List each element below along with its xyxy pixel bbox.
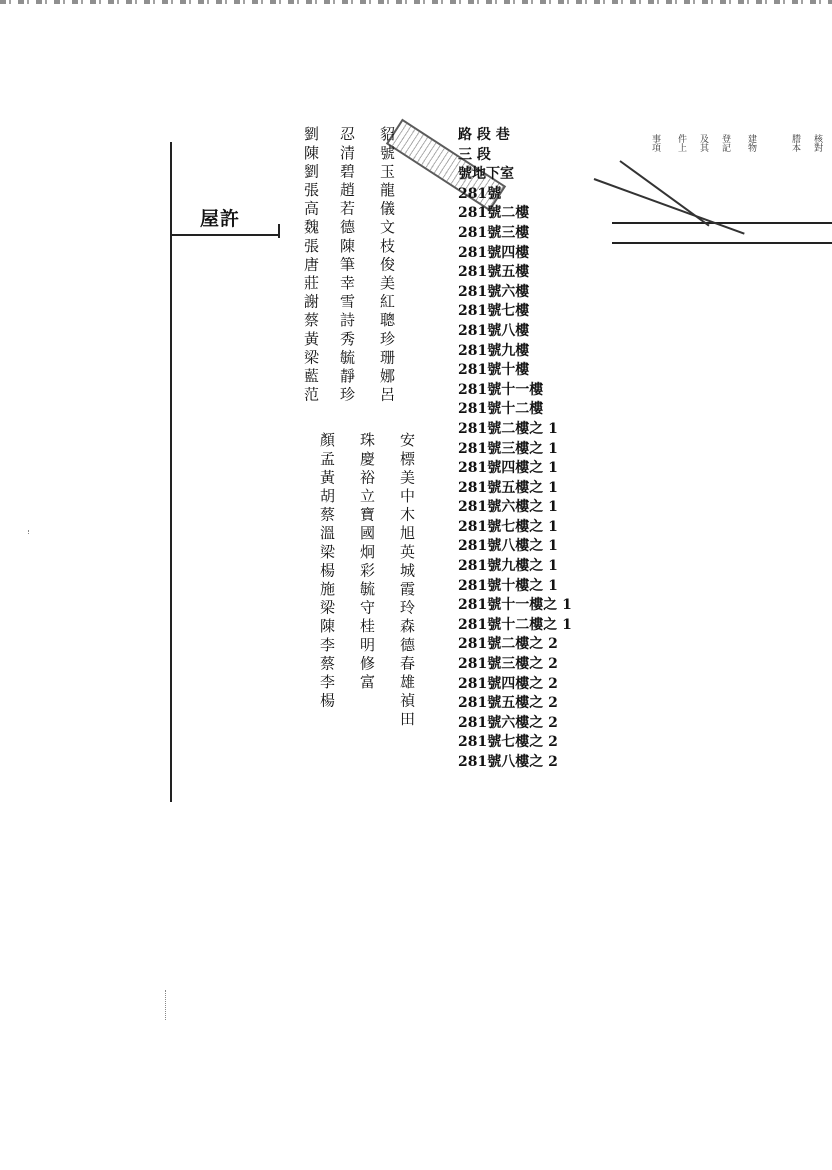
- address-list: [458, 126, 572, 773]
- address-row: 281號二樓之 1: [458, 420, 558, 437]
- address-row: 281號六樓之 2: [458, 714, 558, 731]
- stub-text: 登記: [720, 134, 730, 152]
- right-margin-stub: [640, 134, 830, 174]
- right-rule: [612, 242, 832, 244]
- owner-names-block: [302, 126, 432, 746]
- address-row: 281號七樓之 2: [458, 734, 558, 751]
- stub-text: 建物: [746, 134, 756, 152]
- stub-text: 謄本: [790, 134, 800, 152]
- address-row: 281號三樓之 2: [458, 656, 558, 673]
- address-row: 281號五樓之 2: [458, 695, 558, 712]
- stub-text: 事項: [650, 134, 660, 152]
- address-row: 281號十樓: [458, 362, 530, 379]
- address-row: 281號八樓: [458, 322, 530, 339]
- left-dot-mark: [28, 530, 29, 534]
- lower-dotted-rule: [165, 990, 166, 1020]
- address-row: 號地下室: [458, 166, 514, 183]
- stub-text: 核對: [812, 134, 822, 152]
- address-row: 281號五樓: [458, 264, 530, 281]
- address-row: 281號九樓之 1: [458, 558, 558, 575]
- address-row: 281號四樓之 1: [458, 460, 558, 477]
- margin-underline: [172, 234, 280, 236]
- address-row: 281號十樓之 1: [458, 577, 558, 594]
- address-row: 281號二樓: [458, 205, 530, 222]
- address-row: 281號五樓之 1: [458, 479, 558, 496]
- address-row: 281號十一樓之 1: [458, 597, 572, 614]
- address-row: 281號十二樓: [458, 401, 544, 418]
- margin-tick: [278, 224, 280, 238]
- address-row: 281號六樓之 1: [458, 499, 558, 516]
- address-row: 281號七樓之 1: [458, 518, 558, 535]
- name-column: 珠慶裕立寶國炯彩毓守桂明修富: [358, 432, 376, 693]
- margin-label: 屋許: [200, 208, 241, 230]
- address-row: 281號九樓: [458, 342, 530, 359]
- name-column: 貂號玉龍儀文枝俊美紅聰珍珊娜呂: [378, 126, 396, 405]
- address-row: 281號十二樓之 1: [458, 616, 572, 633]
- address-row: 三 段: [458, 146, 491, 163]
- stub-text: 及其: [698, 134, 708, 152]
- address-row: 281號四樓之 2: [458, 675, 558, 692]
- address-row: 281號: [458, 185, 502, 202]
- address-row: 281號六樓: [458, 283, 530, 300]
- address-row: 281號二樓之 2: [458, 636, 558, 653]
- address-row: 281號四樓: [458, 244, 530, 261]
- name-column: 顏孟黃胡蔡溫梁楊施梁陳李蔡李楊: [318, 432, 336, 711]
- stub-text: 件上: [676, 134, 686, 152]
- address-row: 281號三樓: [458, 224, 530, 241]
- name-column: 忍清碧趙若德陳筆幸雪詩秀毓靜珍: [338, 126, 356, 405]
- name-column: 安標美中木旭英城霞玲森德春雄禎田: [398, 432, 416, 730]
- address-row: 281號三樓之 1: [458, 440, 558, 457]
- address-row: 281號七樓: [458, 303, 530, 320]
- name-column: 劉陳劉張高魏張唐莊謝蔡黃梁藍范: [302, 126, 320, 405]
- address-row: 路 段 巷: [458, 127, 510, 143]
- left-border-line: [170, 142, 172, 802]
- address-row: 281號八樓之 1: [458, 538, 558, 555]
- address-row: 281號八樓之 2: [458, 754, 558, 770]
- scan-edge-noise: [0, 0, 832, 4]
- address-row: 281號十一樓: [458, 381, 544, 398]
